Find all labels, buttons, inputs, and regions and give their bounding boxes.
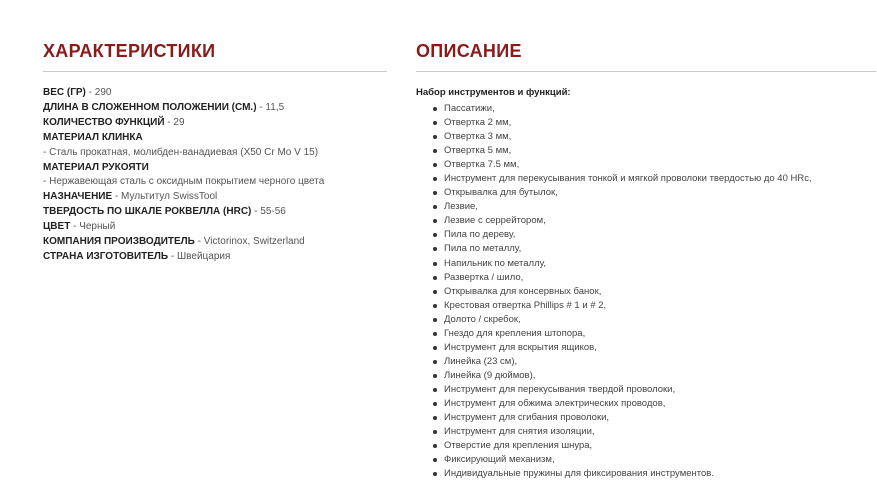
bullet-icon <box>433 247 437 251</box>
feature-text: Инструмент для перекусывания тонкой и мягкой проволоки твердостью до 40 HRc, <box>444 173 812 185</box>
spec-value: - Нержавеющая сталь с оксидным покрытием черного цвета <box>43 176 325 188</box>
bullet-icon <box>433 472 437 476</box>
spec-value: - Сталь прокатная, молибден-ванадиевая (X50 Cr Mo V 15) <box>43 146 319 158</box>
spec-value: - 55-56 <box>251 206 286 218</box>
feature-item <box>444 228 876 242</box>
spec-row <box>43 190 387 205</box>
feature-text: Отвертка 7.5 мм, <box>444 159 520 171</box>
bullet-icon <box>433 430 437 434</box>
feature-item <box>444 214 876 228</box>
bullet-icon <box>433 262 437 266</box>
feature-text: Долото / скребок, <box>444 313 521 325</box>
spec-key: ВЕС (ГР) <box>43 87 86 98</box>
spec-value: - Швейцария <box>168 250 231 262</box>
bullet-icon <box>433 177 437 181</box>
bullet-icon <box>433 107 437 111</box>
spec-row <box>43 116 387 131</box>
bullet-icon <box>433 318 437 322</box>
bullet-icon <box>433 402 437 406</box>
feature-item <box>444 355 876 369</box>
spec-row <box>43 250 387 265</box>
feature-text: Инструмент для перекусывания твердой проволоки, <box>444 383 676 395</box>
bullet-icon <box>433 458 437 462</box>
feature-item <box>444 313 876 327</box>
description-intro: Набор инструментов и функций: <box>416 87 571 98</box>
feature-item <box>444 130 876 144</box>
feature-item <box>444 242 876 256</box>
feature-text: Инструмент для сгибания проволоки, <box>444 412 610 424</box>
feature-item <box>444 116 876 130</box>
feature-item <box>444 369 876 383</box>
spec-row <box>43 205 387 220</box>
feature-text: Открывалка для консервных банок, <box>444 285 602 297</box>
features-list <box>416 102 876 481</box>
feature-item <box>444 439 876 453</box>
feature-text: Линейка (9 дюймов), <box>444 369 536 381</box>
spec-key: МАТЕРИАЛ КЛИНКА <box>43 131 143 143</box>
specs-section <box>43 38 387 265</box>
specs-heading: ХАРАКТЕРИСТИКИ <box>43 41 216 61</box>
bullet-icon <box>433 346 437 350</box>
bullet-icon <box>433 360 437 364</box>
specs-list <box>43 86 387 265</box>
spec-value: - 29 <box>164 116 185 128</box>
feature-item <box>444 271 876 285</box>
feature-item <box>444 467 876 481</box>
spec-row <box>43 101 387 116</box>
feature-text: Крестовая отвертка Phillips # 1 и # 2, <box>444 299 607 311</box>
feature-item <box>444 200 876 214</box>
feature-text: Инструмент для снятия изоляции, <box>444 426 595 438</box>
feature-text: Инструмент для обжима электрических проводов, <box>444 397 666 409</box>
feature-item <box>444 383 876 397</box>
bullet-icon <box>433 135 437 139</box>
feature-item <box>444 144 876 158</box>
bullet-icon <box>433 219 437 223</box>
feature-text: Отвертка 3 мм, <box>444 131 512 143</box>
feature-text: Гнездо для крепления штопора, <box>444 327 586 339</box>
feature-item <box>444 411 876 425</box>
feature-text: Открывалка для бутылок, <box>444 187 558 199</box>
spec-key: КОЛИЧЕСТВО ФУНКЦИЙ <box>43 116 165 128</box>
description-section <box>416 38 876 481</box>
spec-row <box>43 220 387 235</box>
bullet-icon <box>433 332 437 336</box>
feature-text: Лезвие, <box>444 201 478 213</box>
feature-text: Развертка / шило, <box>444 271 524 283</box>
feature-text: Отверстие для крепления шнура, <box>444 440 593 452</box>
spec-row <box>43 161 387 191</box>
spec-key: ДЛИНА В СЛОЖЕННОМ ПОЛОЖЕНИИ (СМ.) <box>43 101 257 113</box>
bullet-icon <box>433 205 437 209</box>
feature-text: Напильник по металлу, <box>444 257 547 269</box>
feature-item <box>444 172 876 186</box>
feature-item <box>444 453 876 467</box>
spec-key: ЦВЕТ <box>43 221 71 233</box>
description-divider <box>416 71 876 72</box>
feature-text: Пассатижи, <box>444 103 495 114</box>
feature-item <box>444 285 876 299</box>
feature-item <box>444 425 876 439</box>
spec-key: НАЗНАЧЕНИЕ <box>43 191 113 203</box>
feature-text: Пила по металлу, <box>444 243 522 255</box>
spec-key: СТРАНА ИЗГОТОВИТЕЛЬ <box>43 250 169 262</box>
bullet-icon <box>433 444 437 448</box>
spec-row <box>43 235 387 250</box>
spec-key: МАТЕРИАЛ РУКОЯТИ <box>43 161 149 173</box>
spec-value: - Мультитул SwissTool <box>112 191 218 203</box>
specs-divider <box>43 71 387 72</box>
bullet-icon <box>433 276 437 280</box>
feature-item <box>444 186 876 200</box>
feature-text: Инструмент для вскрытия ящиков, <box>444 341 597 353</box>
feature-text: Фиксирующий механизм, <box>444 454 555 466</box>
spec-value: - Черный <box>70 221 116 233</box>
feature-text: Лезвие с серрейтором, <box>444 215 546 227</box>
spec-value: - 290 <box>85 87 112 98</box>
feature-item <box>444 299 876 313</box>
spec-value: - Victorinox, Switzerland <box>194 236 305 248</box>
feature-item <box>444 158 876 172</box>
feature-item <box>444 397 876 411</box>
feature-text: Пила по дереву, <box>444 229 516 241</box>
spec-value: - 11,5 <box>256 101 285 113</box>
feature-item <box>444 327 876 341</box>
feature-text: Линейка (23 см), <box>444 355 518 367</box>
bullet-icon <box>433 388 437 392</box>
bullet-icon <box>433 121 437 125</box>
feature-text: Отвертка 2 мм, <box>444 117 512 129</box>
bullet-icon <box>433 191 437 195</box>
bullet-icon <box>433 374 437 378</box>
spec-key: ТВЕРДОСТЬ ПО ШКАЛЕ РОКВЕЛЛА (HRC) <box>43 206 252 218</box>
spec-row <box>43 131 387 161</box>
bullet-icon <box>433 304 437 308</box>
bullet-icon <box>433 163 437 167</box>
feature-item <box>444 341 876 355</box>
feature-text: Отвертка 5 мм, <box>444 145 512 157</box>
bullet-icon <box>433 149 437 153</box>
spec-key: КОМПАНИЯ ПРОИЗВОДИТЕЛЬ <box>43 236 195 248</box>
feature-item <box>444 257 876 271</box>
bullet-icon <box>433 416 437 420</box>
bullet-icon <box>433 233 437 237</box>
feature-text: Индивидуальные пружины для фиксирования инструментов. <box>444 468 714 480</box>
feature-item <box>444 102 876 116</box>
bullet-icon <box>433 290 437 294</box>
description-heading: ОПИСАНИЕ <box>416 41 522 61</box>
spec-row <box>43 86 387 101</box>
